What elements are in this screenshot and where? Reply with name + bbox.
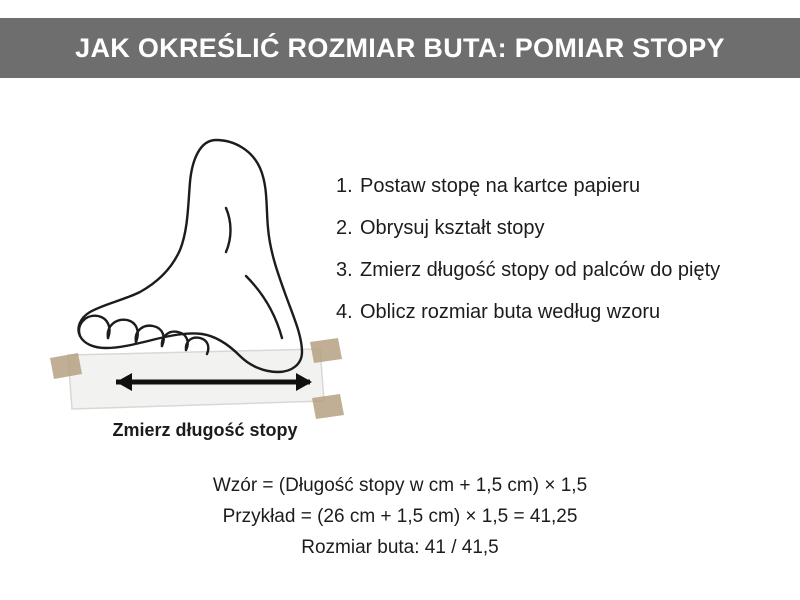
step-number: 3. [336,259,353,281]
step-text: Oblicz rozmiar buta według wzoru [360,301,661,323]
step-text: Zmierz długość stopy od palców do pięty [360,259,721,281]
list-item [336,256,786,284]
formula-block [0,470,800,563]
step-number: 4. [336,301,353,323]
list-item [336,298,786,326]
list-item [336,172,786,200]
paper-strip-icon [68,349,324,409]
list-item [336,214,786,242]
step-text: Obrysuj kształt stopy [360,217,545,239]
steps-list [336,172,786,340]
formula-line-pattern: Wzór = (Długość stopy w cm + 1,5 cm) × 1,5 [212,475,588,496]
formula-line-example: Przykład = (26 cm + 1,5 cm) × 1,5 = 41,25 [222,506,578,527]
step-number: 2. [336,217,353,239]
header-banner [0,18,800,78]
formula-line-result: Rozmiar buta: 41 / 41,5 [301,537,499,558]
measure-caption: Zmierz długość stopy [112,420,298,440]
foot-outline-icon [78,140,302,372]
step-text: Postaw stopę na kartce papieru [360,175,641,197]
foot-measurement-illustration [20,110,360,460]
step-number: 1. [336,175,353,197]
page-title: JAK OKREŚLIĆ ROZMIAR BUTA: POMIAR STOPY [75,32,725,63]
